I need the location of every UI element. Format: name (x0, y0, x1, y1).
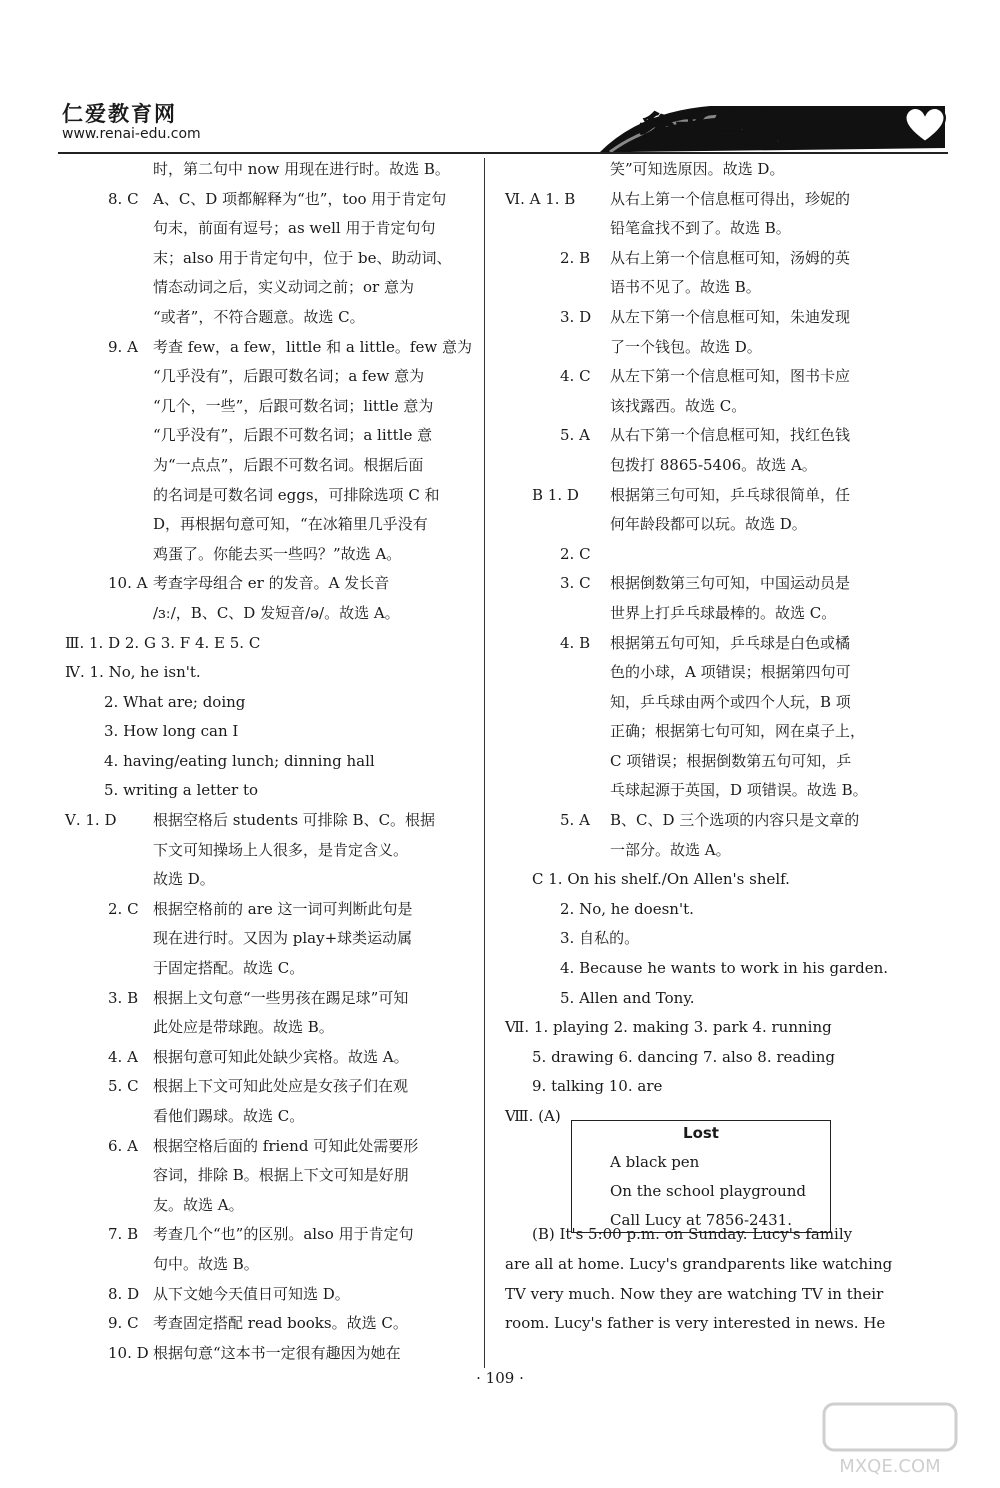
answer-text: 从左下第一个信息框可知，朱迪发现 (610, 307, 851, 326)
answer-text: 根据第五句可知，乒乓球是白色或橘 (610, 633, 851, 652)
answer-line (505, 629, 900, 659)
answer-text: 色的小球，A 项错误；根据第四句可 (610, 663, 851, 682)
answer-line (98, 776, 473, 806)
answer-text: B、C、D 三个选项的内容只是文章的 (610, 811, 860, 830)
heart-logo-icon (900, 104, 950, 144)
answer-line (505, 214, 900, 244)
answer-number: Ⅶ. 1. playing 2. making 3. park 4. running (505, 1018, 832, 1037)
answer-number: TV very much. Now they are watching TV in their (505, 1284, 884, 1303)
answer-text: 世界上打乒乓球最棒的。故选 C。 (610, 603, 837, 622)
answer-text: 考查字母组合 er 的发音。A 发长音 (153, 574, 390, 593)
answer-number: 4. A (108, 1047, 138, 1066)
answer-number: Ⅳ. 1. No, he isn't. (65, 663, 201, 682)
lost-notice-line: Call Lucy at 7856-2431. (610, 1211, 792, 1229)
answer-text: 从下文她今天值日可知选 D。 (153, 1284, 350, 1303)
answer-line (98, 303, 473, 333)
answer-line (505, 865, 900, 895)
answer-line (98, 747, 473, 777)
answer-line (98, 984, 473, 1014)
answer-line (65, 806, 473, 836)
answer-number: 2. No, he doesn't. (560, 899, 694, 918)
answer-line (98, 540, 473, 570)
answer-line (505, 954, 900, 984)
answer-number: 5. A (560, 426, 590, 445)
answer-line (505, 1013, 900, 1043)
answer-number: 5. Allen and Tony. (560, 988, 695, 1007)
answer-line (98, 1132, 473, 1162)
answer-text: 一部分。故选 A。 (610, 840, 731, 859)
lost-notice-title: Lost (683, 1124, 719, 1142)
lost-notice-line: On the school playground (610, 1182, 806, 1200)
answer-line (505, 1072, 900, 1102)
answer-number: 4. C (560, 367, 591, 386)
answer-text: 该找露西。故选 C。 (610, 396, 747, 415)
answer-line (98, 1250, 473, 1280)
answer-text: D，再根据句意可知，“在冰箱里几乎没有 (153, 515, 428, 534)
answer-text: 从右下第一个信息框可知，找红色钱 (610, 426, 851, 445)
answer-text: 句中。故选 B。 (153, 1254, 259, 1273)
answer-line (98, 333, 473, 363)
answer-text: 从左下第一个信息框可知，图书卡应 (610, 367, 851, 386)
answer-number: 9. talking 10. are (532, 1077, 663, 1096)
answer-line (505, 836, 900, 866)
answer-text: 友。故选 A。 (153, 1195, 244, 1214)
answer-text: 为“一点点”，后跟不可数名词。根据后面 (153, 455, 424, 474)
answer-number: 8. D (108, 1284, 140, 1303)
answer-line (98, 688, 473, 718)
answer-text: 语书不见了。故选 B。 (610, 278, 761, 297)
answer-line (505, 540, 900, 570)
answer-line (98, 1339, 473, 1369)
answer-line (505, 984, 900, 1014)
answer-number: 10. D (108, 1343, 149, 1362)
answer-text: 从右上第一个信息框可得出，珍妮的 (610, 189, 851, 208)
answer-number: are all at home. Lucy's grandparents like watching (505, 1254, 893, 1273)
answer-line (98, 1309, 473, 1339)
page-number: · 109 · (476, 1369, 524, 1387)
answer-number: 2. What are; doing (104, 692, 246, 711)
answer-number: 5. writing a letter to (104, 781, 259, 800)
answer-text: 笑”可知选原因。故选 D。 (610, 160, 785, 178)
answer-line (98, 362, 473, 392)
answer-line (98, 273, 473, 303)
answer-line (98, 1191, 473, 1221)
answer-text: 下文可知操场上人很多，是肯定含义。 (153, 840, 409, 859)
answer-text: 考查几个“也”的区别。also 用于肯定句 (153, 1225, 414, 1244)
brand-name: 仁爱教育网 (62, 102, 177, 126)
left-column (65, 155, 473, 1368)
answer-text: C 项错误；根据倒数第五句可知，乒 (610, 751, 852, 770)
answer-text: 鸡蛋了。你能去买一些吗？”故选 A。 (153, 544, 402, 563)
answer-number: 7. B (108, 1225, 139, 1244)
answer-number: Ⅵ. A 1. B (505, 189, 576, 208)
answer-text: 情态动词之后，实义动词之前；or 意为 (153, 278, 414, 297)
answer-text: 何年龄段都可以玩。故选 D。 (610, 515, 807, 534)
answer-text: 考查 few，a few，little 和 a little。few 意为 (153, 337, 472, 356)
answer-number: 5. drawing 6. dancing 7. also 8. reading (532, 1047, 836, 1066)
answer-number: 2. C (560, 544, 591, 563)
answer-number: room. Lucy's father is very interested in news. He (505, 1314, 886, 1333)
answer-number: 4. having/eating lunch; dinning hall (104, 751, 375, 770)
lost-notice-box (571, 1120, 831, 1233)
answer-text: “几个，一些”，后跟可数名词；little 意为 (153, 396, 434, 415)
answer-line (98, 1043, 473, 1073)
answer-line (98, 924, 473, 954)
answer-text: 时，第二句中 now 用现在进行时。故选 B。 (153, 160, 450, 178)
answer-number: 9. A (108, 337, 138, 356)
answer-line (98, 1280, 473, 1310)
answer-line (98, 185, 473, 215)
answer-number: 2. C (108, 899, 139, 918)
answer-number: 3. How long can I (104, 722, 239, 741)
answer-number: 4. B (560, 633, 591, 652)
answer-text: 知，乒乓球由两个或四个人玩，B 项 (610, 692, 851, 711)
answer-text: 根据第三句可知，乒乓球很简单，任 (610, 485, 851, 504)
answer-line (505, 244, 900, 274)
answer-number: 8. C (108, 189, 139, 208)
answer-line (98, 1102, 473, 1132)
answer-text: 乓球起源于英国，D 项错误。故选 B。 (610, 781, 868, 800)
answer-line (98, 481, 473, 511)
answer-line (505, 451, 900, 481)
answer-line (505, 599, 900, 629)
answer-line (98, 214, 473, 244)
answer-text: “几乎没有”，后跟不可数名词；a little 意 (153, 426, 433, 445)
answer-line (505, 806, 900, 836)
answer-line (505, 747, 900, 777)
brand-url: www.renai-edu.com (62, 126, 201, 142)
answer-text: “几乎没有”，后跟可数名词；a few 意为 (153, 367, 425, 386)
answer-line (505, 895, 900, 925)
answer-line (505, 392, 900, 422)
answer-number: (B) It's 5:00 p.m. on Sunday. Lucy's family (532, 1225, 853, 1244)
answer-line (98, 421, 473, 451)
answer-number: Ⅲ. 1. D 2. G 3. F 4. E 5. C (65, 633, 261, 652)
answer-number: 5. A (560, 811, 590, 830)
answer-line (505, 776, 900, 806)
answer-line (505, 333, 900, 363)
answer-text: 现在进行时。又因为 play+球类运动属 (153, 929, 413, 948)
answer-line (98, 599, 473, 629)
answer-text: 根据空格前的 are 这一词可判断此句是 (153, 899, 413, 918)
answer-line (98, 392, 473, 422)
answer-line (505, 1280, 900, 1310)
answer-text: 根据上下文可知此处应是女孩子们在观 (153, 1077, 409, 1096)
answer-text: 末；also 用于肯定句中，位于 be、助动词、 (153, 248, 452, 267)
answer-line (98, 895, 473, 925)
answer-line (65, 658, 473, 688)
answer-line (98, 510, 473, 540)
answer-number: 10. A (108, 574, 148, 593)
answer-line (505, 155, 900, 185)
answer-text: 根据空格后面的 friend 可知此处需要形 (153, 1136, 419, 1155)
answer-line (65, 629, 473, 659)
answer-line (505, 362, 900, 392)
answer-text: 包拨打 8865-5406。故选 A。 (610, 455, 817, 474)
answer-number: 2. B (560, 248, 591, 267)
answer-text: /ɜː/，B、C、D 发短音/ə/。故选 A。 (153, 603, 400, 622)
answer-text: 看他们踢球。故选 C。 (153, 1107, 305, 1125)
answer-text: 正确；根据第七句可知，网在桌子上， (610, 722, 866, 741)
answer-number: 3. D (560, 307, 592, 326)
column-divider (484, 158, 485, 1368)
answer-line (505, 1043, 900, 1073)
answer-text: 故选 D。 (153, 870, 215, 889)
answer-number: 6. A (108, 1136, 138, 1155)
answer-line (505, 658, 900, 688)
answer-text: 句末，前面有逗号；as well 用于肯定句句 (153, 219, 436, 238)
answer-text: 根据上文句意“一些男孩在踢足球”可知 (153, 988, 409, 1007)
answer-line (98, 1220, 473, 1250)
answer-number: B 1. D (532, 485, 579, 504)
header-rule (58, 152, 948, 154)
answer-line (505, 717, 900, 747)
answer-number: 4. Because he wants to work in his garden. (560, 959, 889, 978)
answer-line (505, 510, 900, 540)
answer-text: 根据倒数第三句可知，中国运动员是 (610, 574, 851, 593)
answer-line (98, 865, 473, 895)
watermark-logo (820, 1400, 960, 1480)
answer-text: 了一个钱包。故选 D。 (610, 337, 762, 356)
answer-text: A、C、D 项都解释为“也”，too 用于肯定句 (153, 189, 447, 208)
answer-line (98, 244, 473, 274)
answer-text: 根据句意可知此处缺少宾格。故选 A。 (153, 1047, 409, 1066)
svg-text:MXQE.COM: MXQE.COM (839, 1456, 941, 1477)
answer-number: 9. C (108, 1314, 139, 1333)
answer-line (505, 185, 900, 215)
brand (62, 98, 201, 142)
answer-text: 的名词是可数名词 eggs，可排除选项 C 和 (153, 485, 440, 504)
answer-text: 根据空格后 students 可排除 B、C。根据 (153, 811, 436, 830)
answer-number: C 1. On his shelf./On Allen's shelf. (532, 870, 790, 889)
answer-line (505, 569, 900, 599)
answer-text: “或者”，不符合题意。故选 C。 (153, 307, 365, 326)
answer-line (98, 717, 473, 747)
lost-notice-line: A black pen (610, 1153, 700, 1171)
banner-title: 参考答案 (640, 110, 784, 150)
answer-number: Ⅴ. 1. D (65, 811, 117, 830)
answer-line (505, 924, 900, 954)
answer-line (505, 1309, 900, 1339)
answer-text: 根据句意“这本书一定很有趣因为她在 (153, 1343, 401, 1362)
answer-line (98, 1161, 473, 1191)
answer-text: 此处应是带球跑。故选 B。 (153, 1018, 334, 1037)
answer-line (505, 273, 900, 303)
answer-line (98, 569, 473, 599)
answer-text: 于固定搭配。故选 C。 (153, 959, 305, 978)
answer-line (98, 836, 473, 866)
answer-text: 容词，排除 B。根据上下文可知是好朋 (153, 1166, 409, 1185)
answer-line (505, 421, 900, 451)
answer-line (505, 303, 900, 333)
answer-line (98, 155, 473, 185)
answer-line (98, 451, 473, 481)
answer-line (98, 1013, 473, 1043)
answer-number: 3. B (108, 988, 139, 1007)
answer-number: Ⅷ. (A) (505, 1107, 561, 1125)
answer-number: 3. 自私的。 (560, 929, 640, 948)
answer-text: 铅笔盒找不到了。故选 B。 (610, 219, 791, 238)
answer-line (505, 481, 900, 511)
answer-line (505, 1250, 900, 1280)
answer-line (98, 1072, 473, 1102)
answer-line (505, 688, 900, 718)
answer-text: 从右上第一个信息框可知，汤姆的英 (610, 248, 851, 267)
answer-text: 考查固定搭配 read books。故选 C。 (153, 1314, 408, 1333)
answer-number: 5. C (108, 1077, 139, 1096)
answer-number: 3. C (560, 574, 591, 593)
answer-line (98, 954, 473, 984)
